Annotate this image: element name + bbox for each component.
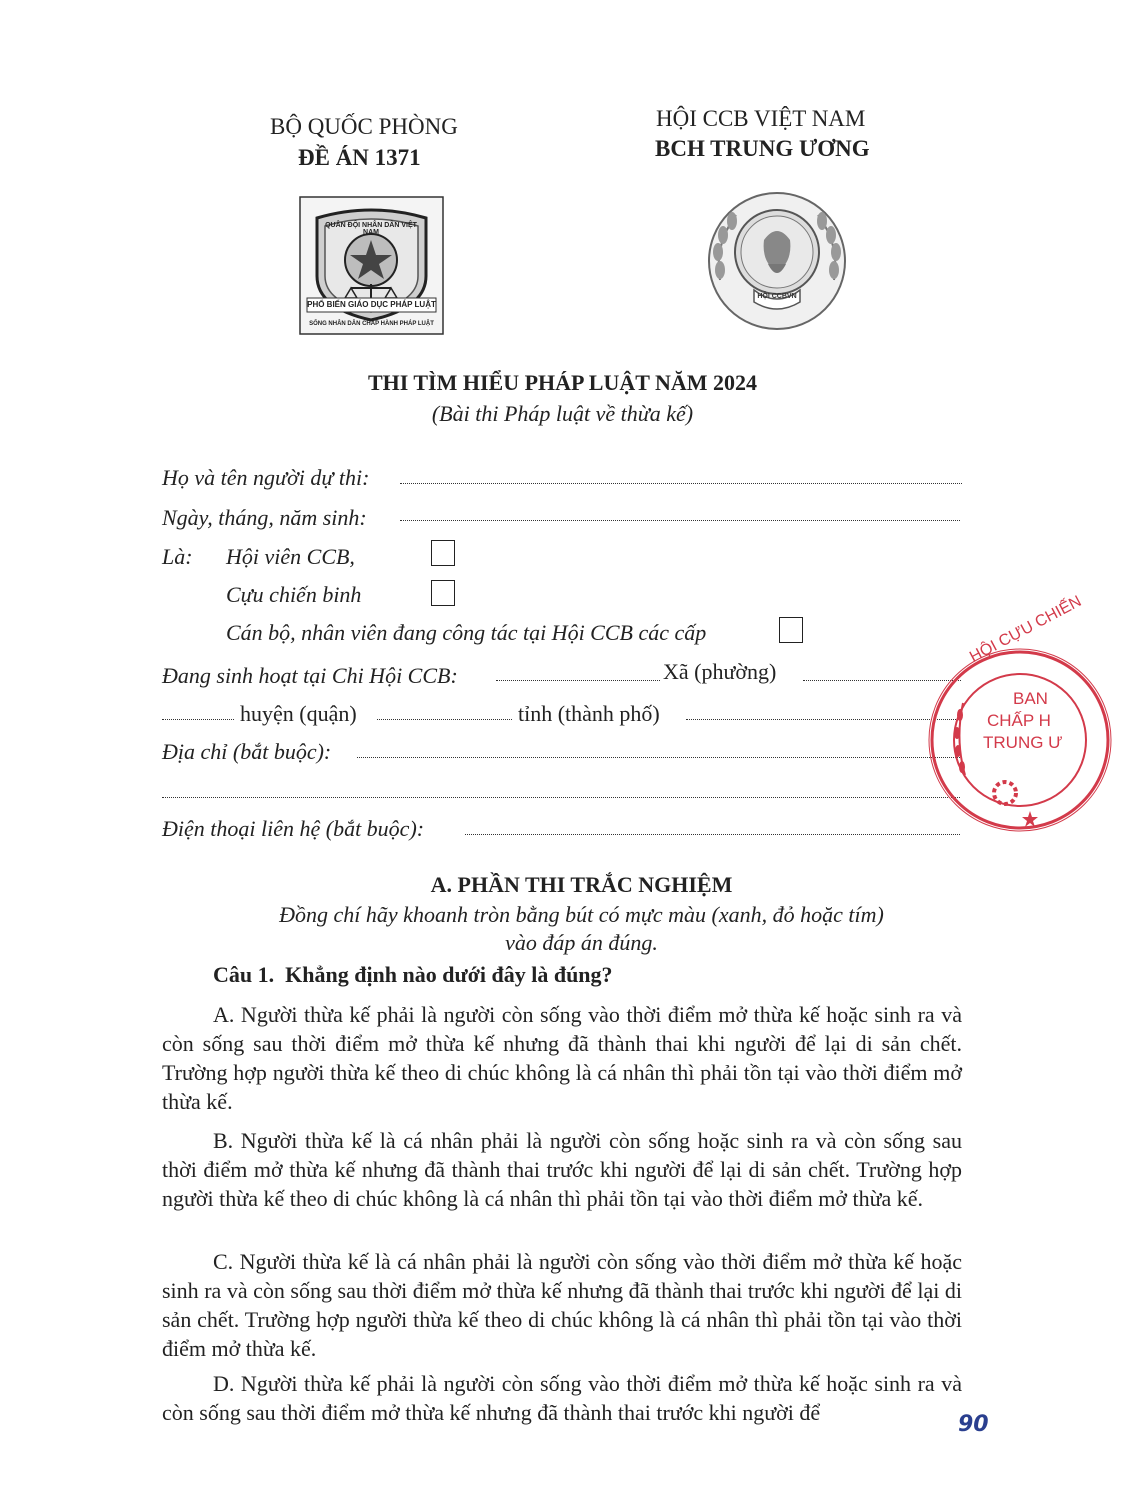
stamp-line-1: BAN xyxy=(1013,689,1048,708)
name-field[interactable] xyxy=(400,483,962,484)
name-label: Họ và tên người dự thi: xyxy=(162,465,370,490)
question-1 xyxy=(213,962,613,988)
address-label: Địa chỉ (bắt buộc): xyxy=(162,739,332,764)
veterans-association-emblem-icon: HỘI CCBVN xyxy=(706,190,848,332)
commune-label: Xã (phường) xyxy=(663,659,777,684)
role-label: Là: xyxy=(162,544,193,569)
option-staff-checkbox[interactable] xyxy=(779,617,803,643)
dob-field[interactable] xyxy=(400,520,960,521)
stamp-line-3: TRUNG Ư xyxy=(983,733,1063,752)
answer-b[interactable]: B. Người thừa kế là cá nhân phải là người còn sống hoặc sinh ra và còn sống sau thời điểm mở thừa kế nhưng đã thành thai trước khi người để lại di sản chết. Trường hợp người thừa kế theo di chúc không là cá nhân thì phải tồn tại vào thời điểm mở thừa kế. xyxy=(162,1128,962,1211)
district-field[interactable] xyxy=(162,719,234,720)
province-field-extra[interactable] xyxy=(686,719,960,720)
page-mark: 90 xyxy=(958,1412,989,1437)
option-veteran-label: Cựu chiến binh xyxy=(226,582,362,607)
option-member-checkbox[interactable] xyxy=(431,540,455,566)
stamp-arc-text: HỘI CỰU CHIẾN xyxy=(967,592,1085,667)
branch-field[interactable] xyxy=(496,680,660,681)
dob-label: Ngày, tháng, năm sinh: xyxy=(162,505,367,530)
option-staff-label: Cán bộ, nhân viên đang công tác tại Hội CCB các cấp xyxy=(226,620,707,645)
central-committee: BCH TRUNG ƯƠNG xyxy=(655,136,870,161)
project-name: ĐỀ ÁN 1371 xyxy=(298,145,421,170)
branch-label: Đang sinh hoạt tại Chi Hội CCB: xyxy=(162,663,458,688)
section-a-instruction-1: Đồng chí hãy khoanh tròn bằng bút có mực màu (xanh, đỏ hoặc tím) xyxy=(279,902,884,927)
question-1-text: Khẳng định nào dưới đây là đúng? xyxy=(285,962,613,987)
exam-subtitle: (Bài thi Pháp luật về thừa kế) xyxy=(431,401,694,426)
address-field[interactable] xyxy=(357,757,960,758)
section-a-title: A. PHẦN THI TRẮC NGHIỆM xyxy=(430,872,733,897)
answer-c[interactable]: C. Người thừa kế là cá nhân phải là người còn sống vào thời điểm mở thừa kế hoặc sinh ra và còn sống sau thời điểm mở thừa kế nhưng đã thành thai trước khi người để lại di sản chết. Trường hợp người thừa kế theo di chúc không là cá nhân thì phải tồn tại vào thời điểm mở thừa kế. xyxy=(162,1249,962,1361)
address-field-line2[interactable] xyxy=(162,797,960,798)
answer-a[interactable]: A. Người thừa kế phải là người còn sống vào thời điểm mở thừa kế hoặc sinh ra và còn sống sau thời điểm mở thừa kế nhưng đã thành thai khi người để lại di sản chết. Trường hợp người thừa kế theo di chúc không là cá nhân thì phải tồn tại vào thời điểm mở thừa kế. xyxy=(162,1002,962,1114)
phone-label: Điện thoại liên hệ (bắt buộc): xyxy=(162,816,425,841)
answer-d[interactable]: D. Người thừa kế phải là người còn sống vào thời điểm mở thừa kế hoặc sinh ra và còn sống sau thời điểm mở thừa kế nhưng đã thành thai trước khi người để xyxy=(162,1371,962,1425)
army-law-emblem-icon: QUÂN ĐỘI NHÂN DÂN VIỆT NAM PHỔ BIẾN GIÁO DỤC PHÁP LUẬT SỐNG NHÂN DÂN CHẤP HÀNH PHÁP LUẬT xyxy=(299,196,444,335)
exam-title: THI TÌM HIỂU PHÁP LUẬT NĂM 2024 xyxy=(367,370,758,395)
province-field[interactable] xyxy=(377,719,512,720)
association-name: HỘI CCB VIỆT NAM xyxy=(656,106,866,131)
district-label: huyện (quận) xyxy=(240,701,357,726)
phone-field[interactable] xyxy=(465,834,960,835)
section-a-instruction-2: vào đáp án đúng. xyxy=(505,930,658,955)
question-1-label: Câu 1. xyxy=(213,962,275,987)
option-member-label: Hội viên CCB, xyxy=(226,544,355,569)
option-veteran-checkbox[interactable] xyxy=(431,580,455,606)
province-label: tỉnh (thành phố) xyxy=(518,701,660,726)
red-seal-stamp-icon xyxy=(925,592,1085,835)
ministry-name: BỘ QUỐC PHÒNG xyxy=(270,114,458,139)
stamp-line-2: CHẤP H xyxy=(987,711,1051,730)
